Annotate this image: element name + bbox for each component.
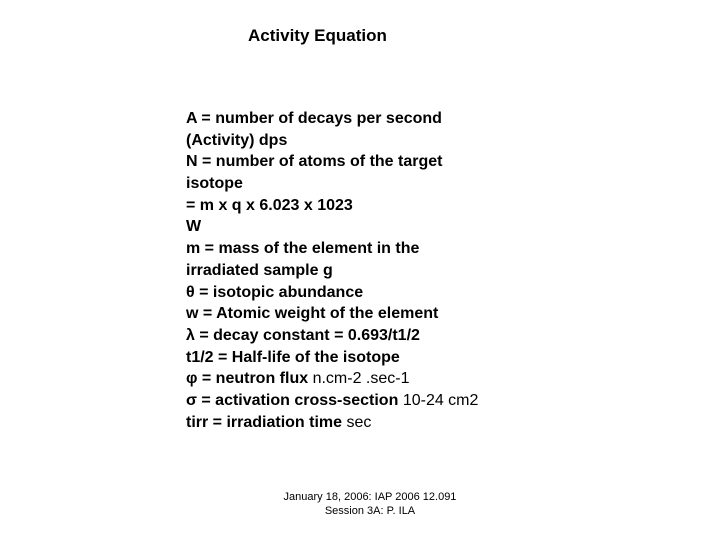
definition-line: = m x q x 6.023 x 1023 — [186, 196, 353, 214]
definition-line: m = mass of the element in the — [186, 240, 420, 258]
definition-line: (Activity) dps — [186, 131, 288, 149]
definition-line: irradiated sample g — [186, 261, 333, 279]
definition-line-with-unit — [186, 390, 606, 412]
definition-line: λ = decay constant = 0.693/t1/2 — [186, 326, 420, 344]
definition-line: t1/2 = Half-life of the isotope — [186, 348, 400, 366]
slide-footer — [200, 490, 540, 518]
definition-unit: sec — [346, 413, 372, 431]
slide-title: Activity Equation — [248, 26, 387, 45]
definition-line-with-unit — [186, 368, 606, 390]
definition-text: tirr = irradiation time — [186, 413, 343, 431]
definition-line-with-unit — [186, 412, 606, 434]
definition-line: W — [186, 218, 202, 236]
definition-line: A = number of decays per second — [186, 110, 442, 127]
footer-line: Session 3A: P. ILA — [324, 505, 416, 517]
definition-line: isotope — [186, 175, 243, 193]
definition-line: N = number of atoms of the target — [186, 153, 443, 171]
definition-line: θ = isotopic abundance — [186, 283, 364, 301]
definition-text: φ = neutron flux — [186, 370, 309, 388]
definition-unit: n.cm-2 .sec-1 — [312, 370, 410, 388]
definition-unit: 10-24 cm2 — [402, 391, 479, 409]
footer-line: January 18, 2006: IAP 2006 12.091 — [283, 491, 457, 503]
definition-text: σ = activation cross-section — [186, 391, 399, 409]
definition-line: w = Atomic weight of the element — [186, 305, 439, 323]
definition-list — [186, 108, 606, 433]
